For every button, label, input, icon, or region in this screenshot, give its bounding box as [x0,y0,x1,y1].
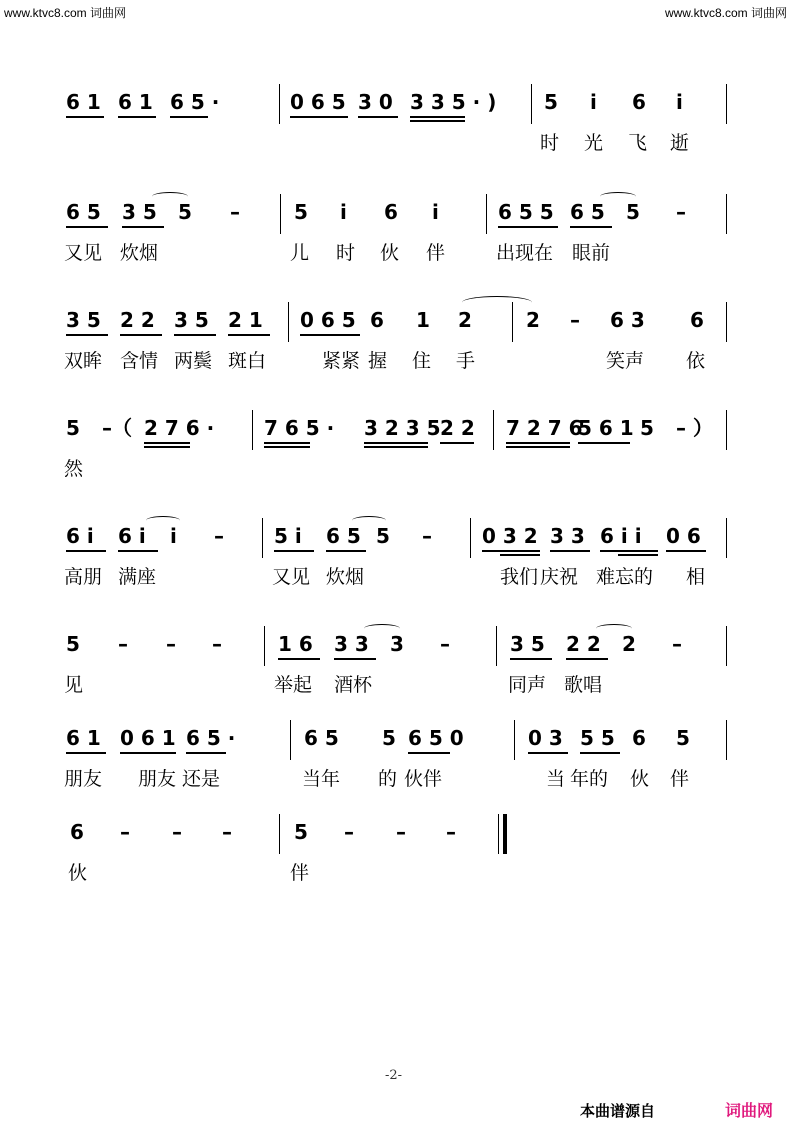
note: 5 [66,416,80,440]
score-system-5 [0,526,793,616]
lyric: 的 [378,768,398,790]
dash: – [396,820,406,844]
note: i [676,90,683,114]
dash-paren: –（ [102,416,132,440]
underline [278,658,320,660]
dash: – [172,820,182,844]
underline [570,226,612,228]
underline [666,550,706,552]
lyric: 举起 [274,674,313,696]
note: 6 [370,308,384,332]
underline [118,550,158,552]
underline [410,120,465,122]
note-group: 1 6 [278,632,313,656]
barline [514,720,515,760]
note-group: 2 2 [440,416,475,440]
lyric: 伴 [426,242,446,264]
note-group: 6 5 [66,200,101,224]
underline [264,442,310,444]
note-group: 3 3 [334,632,369,656]
note-group: 3 2 3 5 [364,416,441,440]
score-system-4 [0,418,793,508]
note-group: 2 7 6 · [144,416,215,440]
note: i [432,200,439,224]
barline [262,518,263,558]
lyric: 难忘的 [596,566,654,588]
note: 6 [690,308,704,332]
note-group: 5 6 1 [578,416,634,440]
lyric: 伴 [670,768,690,790]
lyric: 伴 [290,862,310,884]
dash: – [344,820,354,844]
note: 6 [632,90,646,114]
note-group: 3 0 [358,90,393,114]
underline [326,550,366,552]
score-system-1 [0,92,793,182]
lyric: 握 [368,350,388,372]
dash: – [212,632,222,656]
barline [498,814,499,854]
barline [726,302,727,342]
barline [279,814,280,854]
note-group: 5 i [274,524,302,548]
lyric: 飞 [628,132,648,154]
underline [66,226,108,228]
underline [500,554,540,556]
note-group: 6 i [118,524,146,548]
lyric: 伙 [68,862,88,884]
lyric: 当年 [302,768,341,790]
lyric: 两鬓 [174,350,213,372]
barline [726,720,727,760]
underline [578,442,630,444]
underline [364,446,428,448]
barline [252,410,253,450]
underline [364,442,428,444]
underline [440,442,474,444]
note-group: 3 5 [122,200,157,224]
dash: – [166,632,176,656]
note-group: 6 1 [66,90,101,114]
note-group: 2 2 [566,632,601,656]
lyric: 伙 [380,242,400,264]
note: 1 [416,308,430,332]
barline [486,194,487,234]
underline [274,550,314,552]
note: 3 [390,632,404,656]
note-group: 0 6 5 [300,308,356,332]
underline [66,550,106,552]
barline [279,84,280,124]
note-group: 6 5 5 [498,200,554,224]
underline [506,446,570,448]
lyric: 时 [540,132,560,154]
lyric: 朋友 [64,768,103,790]
underline [506,442,570,444]
note-group: 6 i [66,524,94,548]
underline [408,752,450,754]
underline [144,442,190,444]
lyric: 同声 [508,674,547,696]
note-group: 3 3 5 · ) [410,90,497,114]
final-barline [503,814,507,854]
lyric: 相 [686,566,706,588]
underline [186,752,226,754]
note: i [340,200,347,224]
lyric: 然 [64,458,84,480]
lyric: 还是 [182,768,221,790]
underline [122,226,164,228]
lyric: 我们 [500,566,539,588]
lyric: 光 [584,132,604,154]
barline [280,194,281,234]
underline [600,550,658,552]
underline [264,446,310,448]
dash: – [672,632,682,656]
lyric: 当 [546,768,566,790]
dash: – [446,820,456,844]
barline [288,302,289,342]
underline [580,752,620,754]
lyric: 伙 [630,768,650,790]
lyric: 斑白 [228,350,267,372]
underline [358,116,398,118]
lyric: 朋友 [138,768,177,790]
note-group: 0 6 1 [120,726,176,750]
note: 6 [70,820,84,844]
underline [528,752,568,754]
note-group: 6 5 [304,726,339,750]
underline [120,334,162,336]
lyric: 紧紧 [322,350,361,372]
note: 2 [458,308,472,332]
slur [600,192,636,201]
underline [174,334,216,336]
note-group: 3 5 [174,308,209,332]
underline [334,658,376,660]
slur [364,624,400,633]
note: 5 [626,200,640,224]
note: 2 [526,308,540,332]
lyric: 含情 [120,350,159,372]
slur [152,192,188,201]
underline [118,116,156,118]
note: 5 [294,820,308,844]
barline [493,410,494,450]
lyric: 住 [412,350,432,372]
note: 5 [544,90,558,114]
barline [726,410,727,450]
note-group: 3 5 [66,308,101,332]
barline [726,194,727,234]
lyric: 又见 [272,566,311,588]
underline [510,658,552,660]
note-group: 0 3 2 [482,524,538,548]
dash: – [422,524,432,548]
note: 6 [384,200,398,224]
note-group: 6 1 [118,90,153,114]
underline [144,446,190,448]
note: 6 [632,726,646,750]
watermark-left: www.ktvc8.com 词曲网 [4,6,127,20]
barline [264,626,265,666]
note-group: 6 5 [326,524,361,548]
underline [498,226,558,228]
lyric: 眼前 [572,242,611,264]
note: 5 [294,200,308,224]
underline [618,554,658,556]
watermark-right: www.ktvc8.com 词曲网 [664,6,787,20]
note-group: 6 5 · [186,726,236,750]
lyric: 酒杯 [334,674,373,696]
note-group: 6 5 [570,200,605,224]
note: 5 [178,200,192,224]
underline [66,752,106,754]
note-group: 6 5 0 [408,726,464,750]
lyric: 歌唱 [564,674,603,696]
note-group: 6 i i [600,524,642,548]
note-group: 2 1 [228,308,263,332]
lyric: 又见 [64,242,103,264]
underline [120,752,176,754]
lyric: 炊烟 [326,566,365,588]
score-system-7 [0,728,793,818]
lyric: 出现在 [496,242,554,264]
note-group: 5 5 [580,726,615,750]
barline [531,84,532,124]
dash-paren: – ） [676,416,713,440]
slur [352,516,386,525]
barline [726,626,727,666]
underline [410,116,465,118]
note-group: 0 6 [666,524,701,548]
page-number: -2- [385,1068,403,1083]
underline [66,116,104,118]
note: 5 [66,632,80,656]
note-group: 0 3 [528,726,563,750]
underline [550,550,590,552]
note-group: 3 3 [550,524,585,548]
underline [482,550,540,552]
slur [146,516,180,525]
note-group: 7 6 5 · [264,416,335,440]
slur [462,296,532,309]
dash: – [570,308,580,332]
lyric: 伙伴 [404,768,443,790]
barline [470,518,471,558]
note-group: 6 1 [66,726,101,750]
lyric: 笑声 [606,350,645,372]
lyric: 年的 [570,768,609,790]
lyric: 高朋 [64,566,103,588]
barline [726,518,727,558]
dash: – [118,632,128,656]
dash: – [120,820,130,844]
score-system-2 [0,202,793,292]
lyric: 时 [336,242,356,264]
lyric: 逝 [670,132,690,154]
note-group: 7 2 7 6 [506,416,583,440]
lyric: 满座 [118,566,157,588]
barline [290,720,291,760]
note: i [590,90,597,114]
underline [170,116,208,118]
lyric: 见 [64,674,84,696]
dash: – [230,200,240,224]
note-group: 6 5 · [170,90,220,114]
underline [228,334,270,336]
dash: – [214,524,224,548]
underline [566,658,608,660]
note: 5 [676,726,690,750]
dash: – [440,632,450,656]
underline [300,334,360,336]
note: 2 [622,632,636,656]
dash: – [222,820,232,844]
note-group: 0 6 5 [290,90,346,114]
dash: – [676,200,686,224]
lyric: 儿 [290,242,310,264]
score-system-8 [0,822,793,912]
lyric: 炊烟 [120,242,159,264]
barline [726,84,727,124]
score-system-3 [0,310,793,400]
note: 5 [640,416,654,440]
slur [596,624,632,633]
underline [290,116,348,118]
note: 5 [382,726,396,750]
lyric: 手 [456,350,476,372]
note-group: 2 2 [120,308,155,332]
lyric: 依 [686,350,706,372]
note-group: 6 3 [610,308,645,332]
note: i [170,524,177,548]
brand-logo: 词曲网 [725,1101,774,1120]
note: 5 [376,524,390,548]
source-label: 本曲谱源自 [580,1102,656,1120]
underline [66,334,108,336]
score-system-6 [0,634,793,724]
lyric: 庆祝 [540,566,579,588]
lyric: 双眸 [64,350,103,372]
barline [496,626,497,666]
note-group: 3 5 [510,632,545,656]
